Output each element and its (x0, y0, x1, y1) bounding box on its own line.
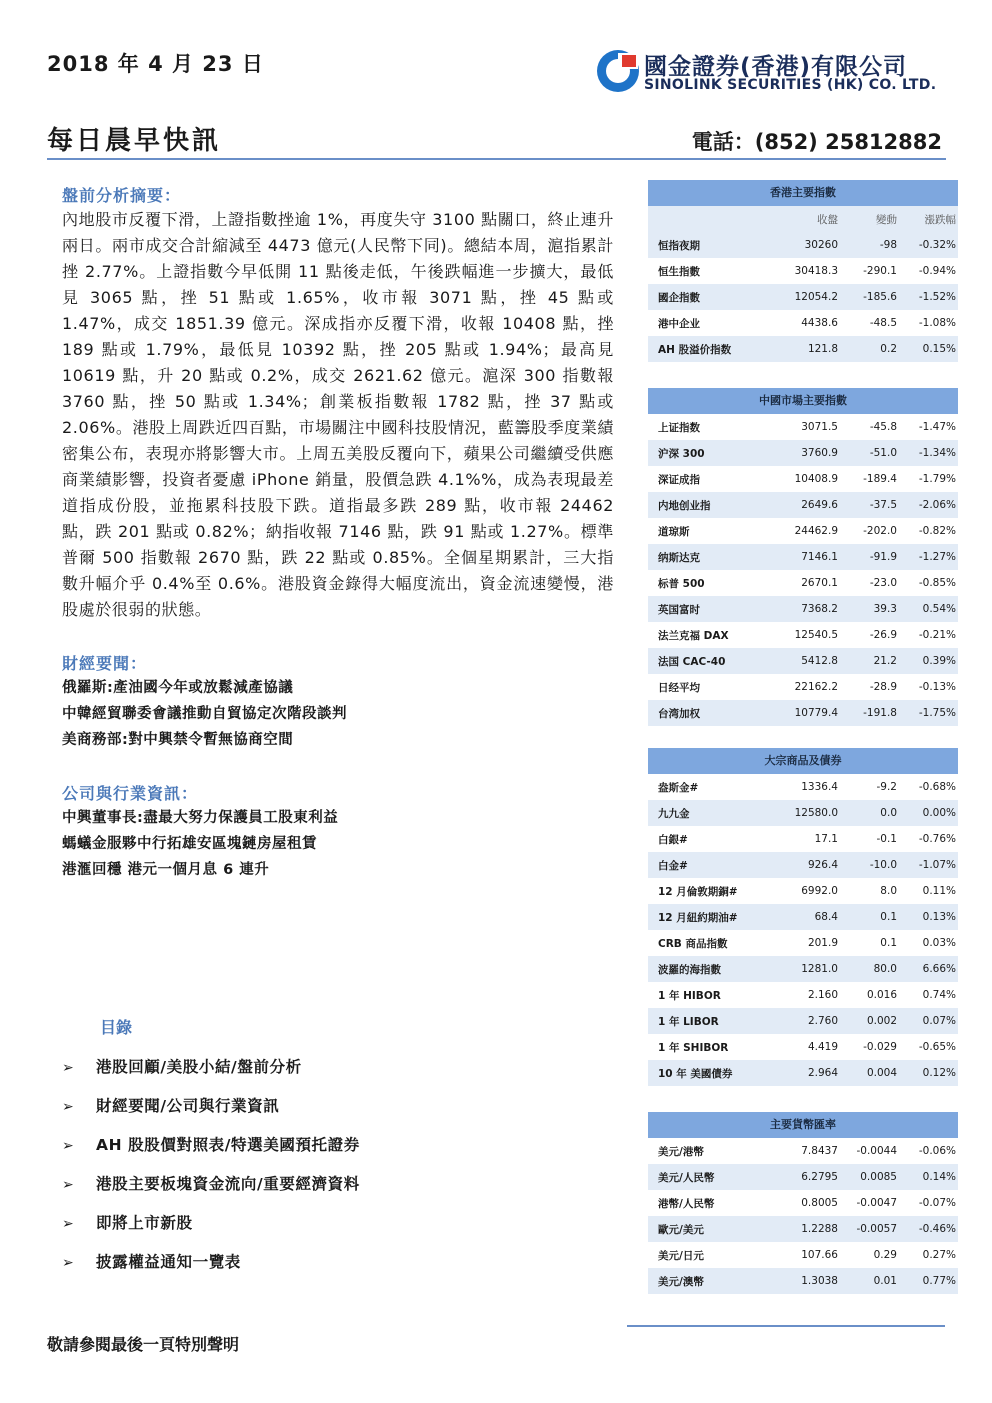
china-market-table (648, 388, 958, 726)
row-value: 6992.0 (801, 885, 838, 897)
row-value: 80.0 (873, 963, 897, 975)
row-value: 0.004 (866, 1067, 897, 1079)
toc-item[interactable] (62, 1055, 302, 1077)
table-header-row (648, 206, 958, 232)
finance-news-item[interactable]: 俄羅斯:產油國今年或放鬆減產協議 (62, 680, 294, 696)
row-value: 2.160 (807, 989, 838, 1001)
row-label: 港中企业 (658, 317, 700, 330)
row-value: -0.07% (918, 1197, 956, 1209)
row-value: -189.4 (863, 473, 897, 485)
table-row (648, 904, 958, 930)
row-value: 5412.8 (801, 655, 838, 667)
table-row (648, 466, 958, 492)
row-value: 7146.1 (801, 551, 838, 563)
row-label: 歐元/美元 (658, 1223, 704, 1236)
toc-item-label: 即將上市新股 (96, 1214, 193, 1232)
summary-body: 內地股市反覆下滑，上證指數挫逾 1%，再度失守 3100 點關口，終止連升兩日。兩市成交合計縮減至 4473 億元(人民幣下同)。總結本周，滬指累計挫 2.77%。上證指數今早低開 11 點後走低，午後跌幅進一步擴大，最低見 3065 點，挫 51 點或 1.65%，收市報 3071 點，挫 45 點或 1.47%，成交 1851.39 億元。深成指亦反覆下滑，收報 10408 點，挫 189 點或 1.79%，最低見 10392 點，挫 205 點或 1.94%；最高見 10619 點，升 20 點或 0.2%，成交 2621.62 億元。滬深 300 指數報 3760 點，挫 50 點或 1.34%；創業板指數報 1782 點，挫 37 點或 2.06%。港股上周跌近四百點，市場關注中國科技股情況，藍籌股季度業績密集公布，表現亦將影響大市。上周五美股反覆向下，蘋果公司繼續受供應商業績影響，投資者憂慮 iPhone 銷量，股價急跌 4.1%%，成為表現最差道指成份股，並拖累科技股下跌。道指最多跌 289 點，收市報 24462 點，跌 201 點或 0.82%；納指收報 7146 點，跌 91 點或 1.27%。標準普爾 500 指數報 2670 點，跌 22 點或 0.85%。全個星期累計，三大指數升幅介乎 0.4%至 0.6%。港股資金錄得大幅度流出，資金流速變慢，港股處於很弱的狀態。 (62, 210, 614, 619)
row-value: 0.13% (922, 911, 956, 923)
row-value: -9.2 (876, 781, 897, 793)
footer-divider (627, 1325, 945, 1327)
table-row (648, 518, 958, 544)
row-value: -0.0044 (856, 1145, 897, 1157)
row-value: 0.00% (922, 807, 956, 819)
table-row (648, 284, 958, 310)
table-row (648, 232, 958, 258)
table-row (648, 674, 958, 700)
row-label: 上证指数 (658, 421, 700, 434)
company-news-item[interactable]: 螞蟻金服夥中行拓雄安區塊鏈房屋租賃 (62, 836, 317, 852)
row-value: 2.964 (807, 1067, 838, 1079)
commodity-table-title: 大宗商品及債券 (648, 748, 958, 774)
table-row (648, 1190, 958, 1216)
row-label: 白銀# (658, 833, 688, 846)
row-value: -0.85% (918, 577, 956, 589)
row-label: 1 年 HIBOR (658, 989, 721, 1002)
row-value: 17.1 (814, 833, 838, 845)
row-label: 法国 CAC-40 (658, 655, 726, 668)
row-label: CRB 商品指數 (658, 937, 728, 950)
column-header: 變動 (876, 213, 897, 226)
company-news-item[interactable]: 中興董事長:盡最大努力保護員工股東利益 (62, 810, 339, 826)
row-value: 12054.2 (794, 291, 838, 303)
row-label: 英国富时 (658, 603, 700, 616)
row-value: -1.27% (918, 551, 956, 563)
row-value: 0.2 (880, 343, 897, 355)
row-value: 2649.6 (801, 499, 838, 511)
arrow-right-icon: ➢ (62, 1099, 75, 1115)
table-row (648, 1060, 958, 1086)
table-row (648, 1138, 958, 1164)
row-value: 1336.4 (801, 781, 838, 793)
row-value: 926.4 (807, 859, 838, 871)
row-value: -0.82% (918, 525, 956, 537)
row-value: -0.65% (918, 1041, 956, 1053)
table-row (648, 1268, 958, 1294)
row-value: -98 (879, 239, 897, 251)
row-label: 台湾加权 (658, 707, 700, 720)
page-title: 每日晨早快訊 (47, 126, 222, 156)
table-row (648, 700, 958, 726)
row-value: -1.47% (918, 421, 956, 433)
row-value: -26.9 (869, 629, 897, 641)
row-value: 6.66% (922, 963, 956, 975)
row-value: 0.03% (922, 937, 956, 949)
row-label: 恒生指數 (658, 265, 700, 278)
table-row (648, 258, 958, 284)
phone-number: 電話：(852) 25812882 (691, 130, 942, 154)
table-row (648, 544, 958, 570)
row-value: 0.27% (922, 1249, 956, 1261)
toc-item-label: 港股回顧/美股小結/盤前分析 (96, 1058, 302, 1076)
row-value: 1.2288 (801, 1223, 838, 1235)
row-value: -51.0 (869, 447, 897, 459)
table-row (648, 570, 958, 596)
row-value: -0.32% (918, 239, 956, 251)
row-value: -0.94% (918, 265, 956, 277)
row-value: 30418.3 (794, 265, 838, 277)
row-value: -1.52% (918, 291, 956, 303)
toc-item-label: 財經要聞/公司與行業資訊 (96, 1097, 280, 1115)
row-label: 國企指數 (658, 291, 700, 304)
table-row (648, 1008, 958, 1034)
row-value: -28.9 (869, 681, 897, 693)
row-value: 21.2 (873, 655, 897, 667)
row-label: 标普 500 (658, 577, 705, 590)
row-value: 0.016 (866, 989, 897, 1001)
toc-title: 目錄 (100, 1018, 133, 1037)
row-value: 24462.9 (794, 525, 838, 537)
column-header: 收盤 (817, 213, 838, 226)
arrow-right-icon: ➢ (62, 1177, 75, 1193)
row-value: -1.07% (918, 859, 956, 871)
table-row (648, 930, 958, 956)
toc-item[interactable] (62, 1211, 193, 1233)
row-value: 39.3 (873, 603, 897, 615)
row-value: -1.34% (918, 447, 956, 459)
row-value: 0.39% (922, 655, 956, 667)
row-label: 10 年 美國債券 (658, 1067, 733, 1080)
finance-news-title: 財經要聞： (62, 654, 148, 673)
header-divider (47, 158, 946, 160)
row-value: -0.46% (918, 1223, 956, 1235)
row-label: 法兰克福 DAX (658, 629, 729, 642)
row-label: AH 股溢价指数 (658, 343, 732, 356)
row-value: 201.9 (807, 937, 838, 949)
arrow-right-icon: ➢ (62, 1216, 75, 1232)
row-value: -48.5 (869, 317, 897, 329)
row-value: -1.08% (918, 317, 956, 329)
table-row (648, 1216, 958, 1242)
row-label: 美元/人民幣 (658, 1171, 715, 1184)
summary-title: 盤前分析摘要： (62, 186, 182, 205)
table-row (648, 336, 958, 362)
row-label: 12 月紐約期油# (658, 911, 738, 924)
row-value: 2.760 (807, 1015, 838, 1027)
row-label: 道琼斯 (658, 525, 690, 538)
table-row (648, 414, 958, 440)
row-value: -1.75% (918, 707, 956, 719)
table-row (648, 492, 958, 518)
row-value: -185.6 (863, 291, 897, 303)
row-label: 美元/日元 (658, 1249, 704, 1262)
row-value: 0.54% (922, 603, 956, 615)
row-value: 8.0 (880, 885, 897, 897)
table-row (648, 1034, 958, 1060)
row-value: 0.1 (880, 911, 897, 923)
row-value: 0.77% (922, 1275, 956, 1287)
row-value: -37.5 (869, 499, 897, 511)
table-row (648, 1242, 958, 1268)
hk-index-table (648, 180, 958, 362)
table-row (648, 622, 958, 648)
row-value: 3760.9 (801, 447, 838, 459)
table-row (648, 310, 958, 336)
table-row (648, 982, 958, 1008)
column-header: 漲跌幅 (924, 213, 956, 226)
table-row (648, 800, 958, 826)
row-value: 7368.2 (801, 603, 838, 615)
row-label: 盎斯金# (658, 781, 699, 794)
table-row (648, 956, 958, 982)
table-row (648, 1164, 958, 1190)
row-value: -91.9 (869, 551, 897, 563)
row-value: 0.07% (922, 1015, 956, 1027)
row-label: 波羅的海指數 (658, 963, 721, 976)
company-name-cn: 國金證券(香港)有限公司 (644, 54, 908, 80)
row-label: 美元/澳幣 (658, 1275, 704, 1288)
row-value: 1281.0 (801, 963, 838, 975)
finance-news-item[interactable]: 中韓經貿聯委會議推動自貿協定次階段談判 (62, 706, 347, 722)
row-value: 0.0 (880, 807, 897, 819)
disclaimer-note: 敬請參閱最後一頁特別聲明 (47, 1335, 240, 1354)
toc-item-label: 港股主要板塊資金流向/重要經濟資料 (96, 1175, 360, 1193)
toc-item[interactable] (62, 1250, 241, 1272)
company-logo (596, 46, 946, 98)
finance-news-item[interactable]: 美商務部:對中興禁令暫無協商空間 (62, 732, 294, 748)
row-label: 沪深 300 (658, 447, 705, 460)
row-value: 0.002 (866, 1015, 897, 1027)
row-value: -10.0 (869, 859, 897, 871)
row-value: 4.419 (807, 1041, 838, 1053)
arrow-right-icon: ➢ (62, 1255, 75, 1271)
row-value: -0.0057 (856, 1223, 897, 1235)
china-market-table-title: 中國市場主要指數 (648, 388, 958, 414)
row-value: -0.21% (918, 629, 956, 641)
row-value: -23.0 (869, 577, 897, 589)
row-value: 22162.2 (794, 681, 838, 693)
table-row (648, 826, 958, 852)
row-value: -0.029 (863, 1041, 897, 1053)
row-value: -0.68% (918, 781, 956, 793)
row-value: 30260 (804, 239, 838, 251)
toc-item[interactable] (62, 1172, 360, 1194)
company-name-en: SINOLINK SECURITIES (HK) CO. LTD. (644, 77, 937, 93)
row-value: 10408.9 (794, 473, 838, 485)
row-value: 3071.5 (801, 421, 838, 433)
row-label: 内地创业指 (658, 499, 711, 512)
row-label: 美元/港幣 (658, 1145, 704, 1158)
row-value: 7.8437 (801, 1145, 838, 1157)
hk-index-table-title: 香港主要指數 (648, 180, 958, 206)
row-value: 10779.4 (794, 707, 838, 719)
toc-item[interactable] (62, 1133, 360, 1155)
row-value: 12580.0 (794, 807, 838, 819)
row-value: -0.13% (918, 681, 956, 693)
toc-item[interactable] (62, 1094, 279, 1116)
row-value: 107.66 (801, 1249, 838, 1261)
row-value: -0.06% (918, 1145, 956, 1157)
row-value: 0.12% (922, 1067, 956, 1079)
row-value: 2670.1 (801, 577, 838, 589)
fx-table-title: 主要貨幣匯率 (648, 1112, 958, 1138)
row-value: 0.74% (922, 989, 956, 1001)
table-row (648, 440, 958, 466)
row-value: 0.14% (922, 1171, 956, 1183)
row-value: -1.79% (918, 473, 956, 485)
row-label: 1 年 LIBOR (658, 1015, 719, 1028)
commodity-table (648, 748, 958, 1086)
row-value: -191.8 (863, 707, 897, 719)
row-value: -45.8 (869, 421, 897, 433)
row-value: 0.1 (880, 937, 897, 949)
row-label: 纳斯达克 (658, 551, 700, 564)
arrow-right-icon: ➢ (62, 1138, 75, 1154)
row-value: 6.2795 (801, 1171, 838, 1183)
report-date: 2018 年 4 月 23 日 (47, 52, 264, 76)
row-label: 恒指夜期 (658, 239, 700, 252)
row-value: -0.76% (918, 833, 956, 845)
row-value: 0.11% (922, 885, 956, 897)
row-value: 12540.5 (794, 629, 838, 641)
row-label: 九九金 (658, 807, 690, 820)
row-value: -202.0 (863, 525, 897, 537)
row-value: -290.1 (863, 265, 897, 277)
sinolink-logo-icon (596, 49, 640, 93)
row-value: 0.29 (873, 1249, 897, 1261)
row-label: 12 月倫敦期銅# (658, 885, 738, 898)
row-label: 港幣/人民幣 (658, 1197, 715, 1210)
table-row (648, 648, 958, 674)
row-value: 0.8005 (801, 1197, 838, 1209)
company-news-title: 公司與行業資訊： (62, 784, 199, 803)
row-label: 深证成指 (658, 473, 700, 486)
row-label: 日经平均 (658, 681, 700, 694)
row-value: 1.3038 (801, 1275, 838, 1287)
row-value: 0.15% (922, 343, 956, 355)
table-row (648, 774, 958, 800)
row-label: 白金# (658, 859, 688, 872)
row-value: -2.06% (918, 499, 956, 511)
company-news-item[interactable]: 港滙回穩 港元一個月息 6 連升 (62, 862, 270, 878)
toc-item-label: 披露權益通知一覽表 (96, 1253, 241, 1271)
row-value: -0.1 (876, 833, 897, 845)
toc-item-label: AH 股股價對照表/特選美國預托證券 (96, 1136, 360, 1154)
arrow-right-icon: ➢ (62, 1060, 75, 1076)
fx-table (648, 1112, 958, 1294)
row-value: 68.4 (814, 911, 838, 923)
table-row (648, 852, 958, 878)
row-label: 1 年 SHIBOR (658, 1041, 729, 1054)
row-value: 0.0085 (860, 1171, 897, 1183)
row-value: 121.8 (807, 343, 838, 355)
table-row (648, 596, 958, 622)
row-value: 0.01 (873, 1275, 897, 1287)
row-value: -0.0047 (856, 1197, 897, 1209)
row-value: 4438.6 (801, 317, 838, 329)
table-row (648, 878, 958, 904)
